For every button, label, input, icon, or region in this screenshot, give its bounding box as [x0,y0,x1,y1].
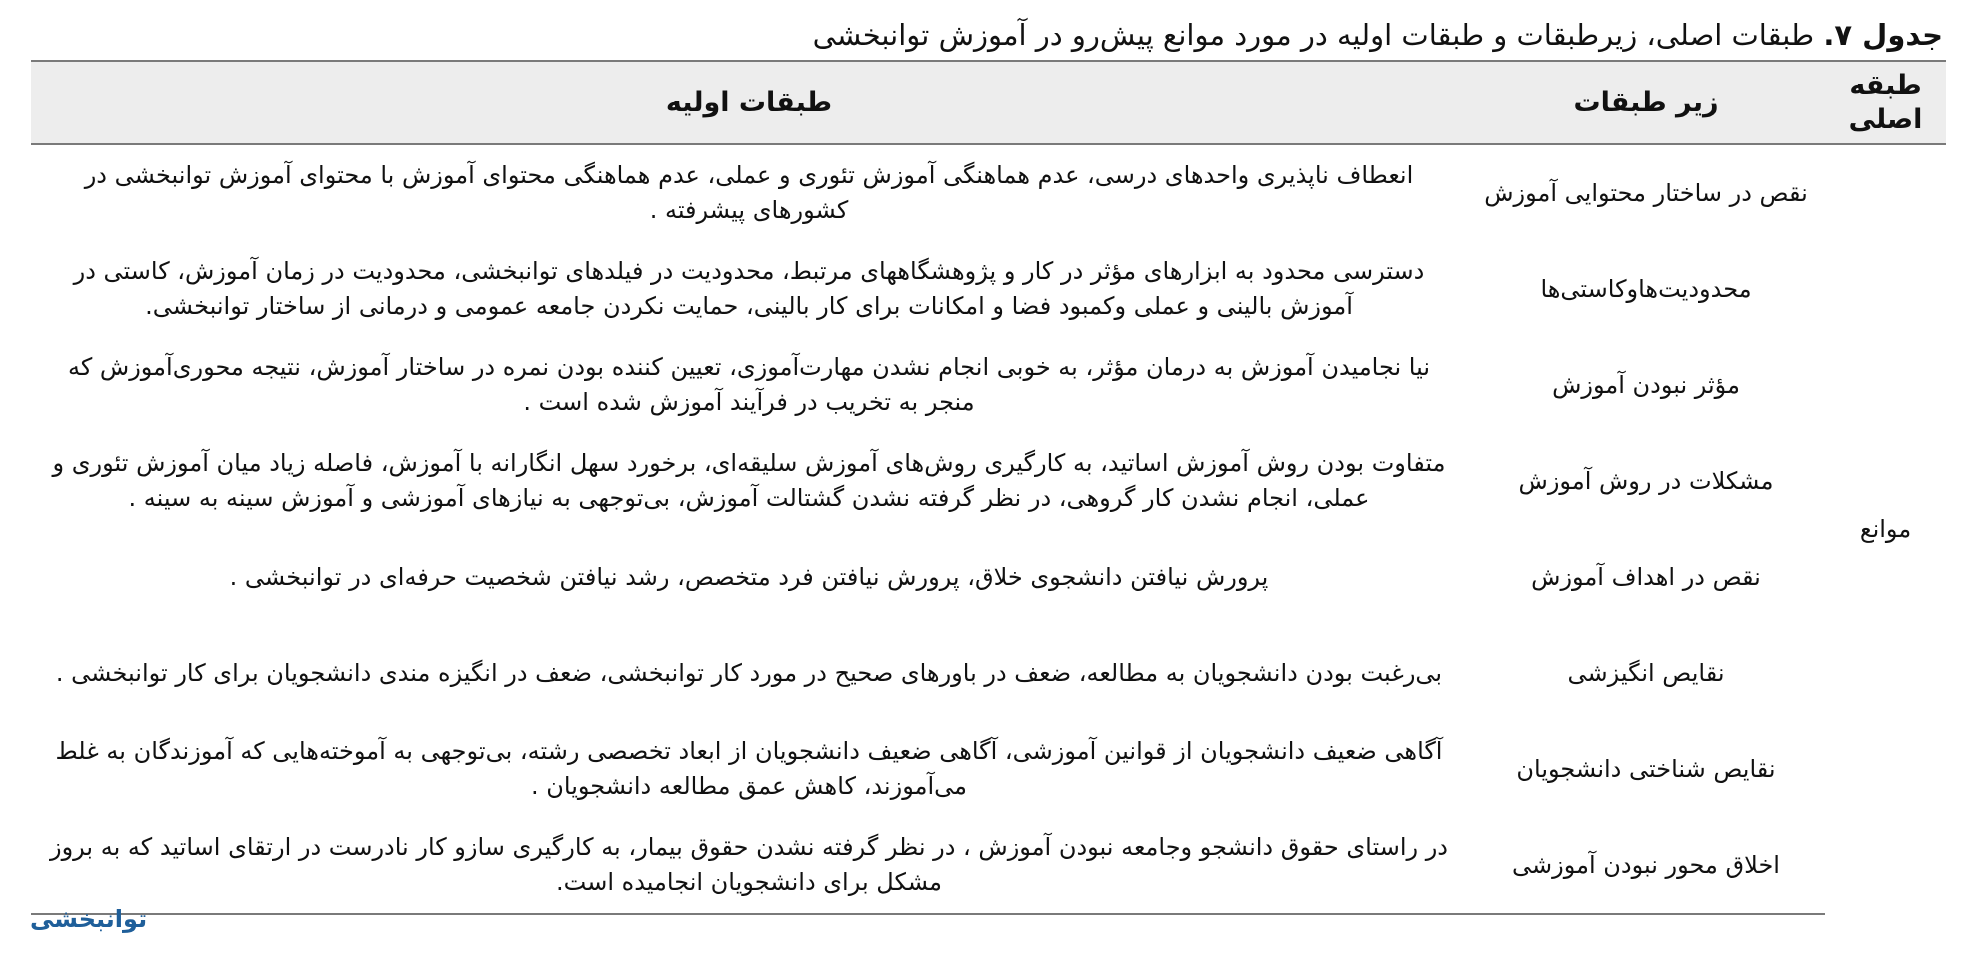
primary-category-cell: در راستای حقوق دانشجو وجامعه نبودن آموزش ، در نظر گرفته نشدن حقوق بیمار، به کارگیری سازو کار نادرست در ارتقای اساتید که به بروز مشکل برای دانشجویان انجامیده است. [31,817,1467,914]
header-primary-categories: طبقات اولیه [31,61,1467,144]
table-caption [30,12,1943,58]
subcategory-cell: نقایص شناختی دانشجویان [1516,754,1776,783]
primary-category-cell: آگاهی ضعیف دانشجویان از قوانین آموزشی، آگاهی ضعیف دانشجویان از ابعاد تخصصی رشته، بی‌توجهی به آموخته‌هایی که آموزندگان به غلط می‌آموزند، کاهش عمق مطالعه دانشجویان . [55,737,1443,800]
primary-category-cell: نیا نجامیدن آموزش به درمان مؤثر، به خوبی انجام نشدن مهارت‌آموزی، تعیین کننده بودن نمره در ساختار آموزش، نتیجه محوری‌آموزش که منجر به تخریب در فرآیند آموزش شده است . [67,353,1431,416]
table-row [31,529,1946,625]
primary-category-cell: انعطاف ناپذیری واحدهای درسی، عدم هماهنگی آموزش تئوری و عملی، عدم هماهنگی محتوای آموزش با محتوای آموزش توانبخشی در کشورهای پیشرفته . [84,161,1414,224]
table-row [31,817,1946,914]
primary-category-cell: پرورش نیافتن دانشجوی خلاق، پرورش نیافتن فرد متخصص، رشد نیافتن شخصیت حرفه‌ای در توانبخشی . [229,562,1269,591]
caption-label: جدول ۷. [1823,18,1943,52]
subcategory-cell: نقص در اهداف آموزش [1531,562,1761,591]
table-row [31,241,1946,337]
journal-logo: توانبخشی [30,905,148,933]
table-row [31,433,1946,529]
table-header-row [31,61,1946,144]
table-row [31,144,1946,241]
subcategory-cell: مؤثر نبودن آموزش [1552,370,1740,399]
subcategory-cell: نقایص انگیزشی [1567,658,1725,687]
table-body [31,144,1946,914]
subcategory-cell: نقص در ساختار محتوایی آموزش [1484,178,1808,207]
primary-category-cell: متفاوت بودن روش آموزش اساتید، به کارگیری روش‌های آموزش سلیقه‌ای، برخورد سهل انگارانه با آموزش، فاصله زیاد میان آموزش تئوری و عملی، انجام نشدن کار گروهی، در نظر گرفته نشدن گشتالت آموزش، بی‌توجهی به نیازهای آموزشی و آموزش سینه به سینه . [52,449,1446,512]
subcategory-cell: اخلاق محور نبودن آموزشی [1467,817,1825,914]
primary-category-cell: دسترسی محدود به ابزارهای مؤثر در کار و پژوهشگاههای مرتبط، محدودیت در فیلدهای توانبخشی، محدودیت در زمان آموزش، کاستی در آموزش بالینی و عملی وکمبود فضا و امکانات برای کار بالینی، حمایت نکردن جامعه عمومی و درمانی از ساختار توانبخشی. [73,257,1425,320]
subcategory-cell: مشکلات در روش آموزش [1518,466,1774,495]
primary-category-cell: بی‌رغبت بودن دانشجویان به مطالعه، ضعف در باورهای صحیح در مورد کار توانبخشی، ضعف در انگیزه مندی دانشجویان برای کار توانبخشی . [55,658,1443,687]
table-row [31,721,1946,817]
table-row [31,625,1946,721]
table-container [31,60,1946,915]
table-row [31,337,1946,433]
main-category-cell: موانع [1859,515,1912,543]
header-main-category: طبقه اصلی [1825,61,1946,144]
header-subcategories: زیر طبقات [1467,61,1825,144]
subcategory-cell: محدودیت‌هاوکاستی‌ها [1540,274,1752,303]
barriers-table [31,60,1946,915]
caption-text: طبقات اصلی، زیرطبقات و طبقات اولیه در مورد موانع پیش‌رو در آموزش توانبخشی [812,18,1815,52]
